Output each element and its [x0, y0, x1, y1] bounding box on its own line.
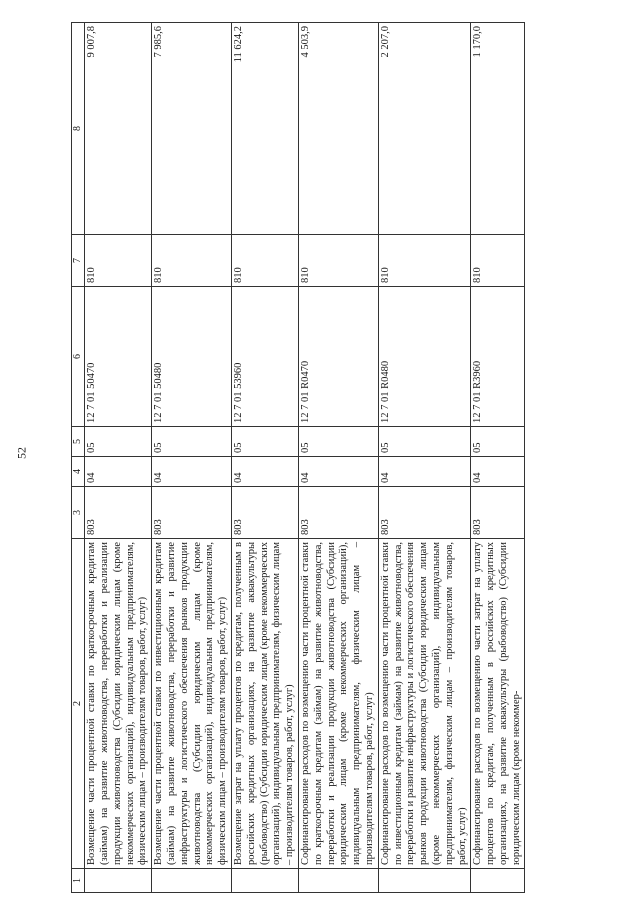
- table-row: [378, 23, 471, 893]
- expense-type-code: 810: [152, 235, 232, 287]
- column-header: 1: [72, 869, 85, 893]
- grbs-code: 803: [378, 487, 471, 539]
- grbs-code: 803: [152, 487, 232, 539]
- table-row: [231, 23, 298, 893]
- amount: 7 985,6: [152, 23, 232, 235]
- amount: 1 170,0: [471, 23, 525, 235]
- column-header: 5: [72, 427, 85, 457]
- target-article-code: 12 7 01 R3960: [471, 287, 525, 427]
- expense-type-code: 810: [85, 235, 152, 287]
- subsection-code: 05: [152, 427, 232, 457]
- column-header: 7: [72, 235, 85, 287]
- table-row: [471, 23, 525, 893]
- table-row: [152, 23, 232, 893]
- table-row: [298, 23, 378, 893]
- subsection-code: 05: [298, 427, 378, 457]
- section-code: 04: [152, 457, 232, 487]
- expense-type-code: 810: [378, 235, 471, 287]
- row-number: [298, 869, 378, 893]
- rotated-table-area: [71, 23, 606, 893]
- expense-name: Возмещение части процентной ставки по инвестиционным кредитам (займам) на развитие животноводства, переработки и развитие инфраструктуры и логистического обеспечения рынков продукции животноводства (Субсидии юридическим лицам (кроме некоммерческих организаций), индивидуальным предпринимателям, физическим лицам – производителям товаров, работ, услуг): [152, 539, 232, 869]
- section-code: 04: [378, 457, 471, 487]
- column-header: 3: [72, 487, 85, 539]
- section-code: 04: [231, 457, 298, 487]
- section-code: 04: [298, 457, 378, 487]
- column-header: 6: [72, 287, 85, 427]
- expense-name: Софинансирование расходов по возмещению части процентной ставки по краткосрочным кредитам (займам) на развитие животноводства, переработки и реализации продукции животноводства (Субсидии юридическим лицам (кроме некоммерческих организаций), индивидуальным предпринимателям, физическим лицам – производителям товаров, работ, услуг): [298, 539, 378, 869]
- expense-name: Возмещение затрат на уплату процентов по кредитам, полученным в российских кредитных организациях, на развитие аквакультуры (рыбоводство) (Субсидии юридическим лицам (кроме некоммерческих организаций), индивидуальным предпринимателям, физическим лицам – производителям товаров, работ, услуг): [231, 539, 298, 869]
- row-number: [231, 869, 298, 893]
- page-number: 52: [14, 447, 29, 459]
- row-number: [85, 869, 152, 893]
- grbs-code: 803: [85, 487, 152, 539]
- expense-type-code: 810: [231, 235, 298, 287]
- column-header: 2: [72, 539, 85, 869]
- row-number: [378, 869, 471, 893]
- amount: 11 624,2: [231, 23, 298, 235]
- subsection-code: 05: [471, 427, 525, 457]
- expense-type-code: 810: [471, 235, 525, 287]
- expense-type-code: 810: [298, 235, 378, 287]
- table-row: [85, 23, 152, 893]
- expense-name: Софинансирование расходов по возмещению части затрат на уплату процентов по кредитам, полученным в российских кредитных организациях, на развитие аквакультуры (рыбоводство) (Субсидии юридическим лицам (кроме некоммер-: [471, 539, 525, 869]
- row-number: [471, 869, 525, 893]
- grbs-code: 803: [298, 487, 378, 539]
- expense-name: Возмещение части процентной ставки по краткосрочным кредитам (займам) на развитие животноводства, переработки и реализации продукции животноводства (Субсидии юридическим лицам (кроме некоммерческих организаций), индивидуальным предпринимателям, физическим лицам – производителям товаров, работ, услуг): [85, 539, 152, 869]
- budget-table: [71, 22, 525, 893]
- target-article-code: 12 7 01 R0480: [378, 287, 471, 427]
- amount: 4 503,9: [298, 23, 378, 235]
- row-number: [152, 869, 232, 893]
- grbs-code: 803: [471, 487, 525, 539]
- section-code: 04: [471, 457, 525, 487]
- expense-name: Софинансирование расходов по возмещению части процентной ставки по инвестиционным кредитам (займам) на развитие животноводства, переработки и развитие инфраструктуры и логистического обеспечения рынков продукции животноводства (Субсидии юридическим лицам (кроме некоммерческих организаций), индивидуальным предпринимателям, физическим лицам – производителям товаров, работ, услуг): [378, 539, 471, 869]
- target-article-code: 12 7 01 53960: [231, 287, 298, 427]
- amount: 9 007,8: [85, 23, 152, 235]
- subsection-code: 05: [231, 427, 298, 457]
- target-article-code: 12 7 01 R0470: [298, 287, 378, 427]
- target-article-code: 12 7 01 50470: [85, 287, 152, 427]
- amount: 2 207,0: [378, 23, 471, 235]
- column-header: 8: [72, 23, 85, 235]
- grbs-code: 803: [231, 487, 298, 539]
- target-article-code: 12 7 01 50480: [152, 287, 232, 427]
- section-code: 04: [85, 457, 152, 487]
- table-header-row: [72, 23, 85, 893]
- column-header: 4: [72, 457, 85, 487]
- subsection-code: 05: [85, 427, 152, 457]
- subsection-code: 05: [378, 427, 471, 457]
